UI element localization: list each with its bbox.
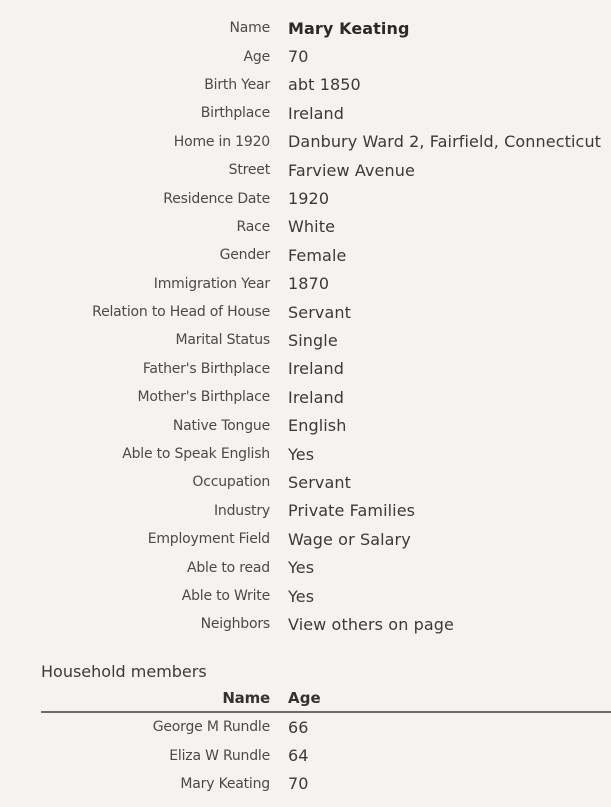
- field-able-to-speak-english: [0, 440, 611, 468]
- view-neighbors-link[interactable]: View others on page: [288, 614, 454, 634]
- table-row[interactable]: [0, 741, 611, 769]
- field-value: Single: [288, 330, 338, 350]
- field-value: Private Families: [288, 501, 416, 521]
- field-label: Name: [229, 20, 270, 37]
- field-occupation: [0, 468, 611, 496]
- field-label: Immigration Year: [153, 275, 270, 292]
- field-home-in-1920: [0, 128, 611, 156]
- member-age: 64: [288, 746, 309, 766]
- field-birthplace: [0, 99, 611, 127]
- field-value: Mary Keating: [288, 18, 410, 38]
- household-section: [0, 659, 611, 798]
- field-label: Age: [243, 48, 270, 65]
- field-neighbors: [0, 610, 611, 638]
- field-value: Wage or Salary: [288, 529, 411, 549]
- member-name[interactable]: George M Rundle: [152, 719, 270, 736]
- household-table-body: [0, 713, 611, 798]
- field-residence-date: [0, 184, 611, 212]
- field-value: Servant: [288, 302, 351, 322]
- field-value: Farview Avenue: [288, 160, 415, 180]
- field-fathers-birthplace: [0, 355, 611, 383]
- field-mothers-birthplace: [0, 383, 611, 411]
- field-value: 70: [288, 47, 309, 67]
- field-label: Industry: [214, 502, 270, 519]
- field-value: 1920: [288, 189, 330, 209]
- field-label: Birthplace: [200, 105, 270, 122]
- column-header-age: Age: [288, 689, 321, 707]
- field-value: Yes: [288, 444, 315, 464]
- member-age: 70: [288, 774, 309, 794]
- field-label: Able to read: [186, 559, 270, 576]
- field-value: Yes: [288, 558, 315, 578]
- field-value: White: [288, 217, 336, 237]
- field-label: Mother's Birthplace: [137, 389, 270, 406]
- field-label: Native Tongue: [172, 417, 270, 434]
- field-street: [0, 156, 611, 184]
- member-name[interactable]: Eliza W Rundle: [169, 747, 270, 764]
- field-label: Race: [236, 218, 270, 235]
- field-label: Gender: [219, 247, 270, 264]
- field-label: Street: [228, 162, 270, 179]
- field-value: Ireland: [288, 103, 345, 123]
- field-native-tongue: [0, 411, 611, 439]
- field-value-wrapper: [288, 615, 454, 634]
- field-marital-status: [0, 326, 611, 354]
- field-label: Occupation: [192, 474, 270, 491]
- field-able-to-read: [0, 553, 611, 581]
- field-value: Ireland: [288, 359, 345, 379]
- member-name[interactable]: Mary Keating: [180, 775, 270, 792]
- field-label: Home in 1920: [173, 133, 270, 150]
- field-value: Female: [288, 245, 347, 265]
- field-label: Marital Status: [175, 332, 270, 349]
- field-value: English: [288, 416, 347, 436]
- field-value: Ireland: [288, 387, 345, 407]
- field-gender: [0, 241, 611, 269]
- table-row[interactable]: [0, 770, 611, 798]
- field-able-to-write: [0, 582, 611, 610]
- field-value: Yes: [288, 586, 315, 606]
- field-name: [0, 14, 611, 42]
- field-value: abt 1850: [288, 75, 361, 95]
- field-industry: [0, 497, 611, 525]
- field-label: Neighbors: [200, 616, 270, 633]
- field-race: [0, 213, 611, 241]
- field-label: Able to Write: [181, 588, 270, 604]
- field-immigration-year: [0, 270, 611, 298]
- household-table-header: [41, 685, 611, 713]
- field-label: Employment Field: [147, 531, 270, 548]
- household-title: Household members: [41, 662, 207, 681]
- field-employment-field: [0, 525, 611, 553]
- field-value: Servant: [288, 472, 351, 492]
- member-age: 66: [288, 717, 309, 737]
- field-age: [0, 42, 611, 70]
- field-relation-to-head: [0, 298, 611, 326]
- field-label: Able to Speak English: [122, 446, 270, 463]
- column-header-name: Name: [222, 689, 270, 707]
- record-details: [0, 14, 611, 639]
- field-value: Danbury Ward 2, Fairfield, Connecticut: [288, 132, 602, 152]
- field-value: 1870: [288, 274, 330, 294]
- field-label: Birth Year: [204, 76, 270, 93]
- field-birth-year: [0, 71, 611, 99]
- field-label: Father's Birthplace: [142, 360, 270, 377]
- table-row[interactable]: [0, 713, 611, 741]
- field-label: Residence Date: [163, 190, 270, 207]
- field-label: Relation to Head of House: [92, 304, 270, 321]
